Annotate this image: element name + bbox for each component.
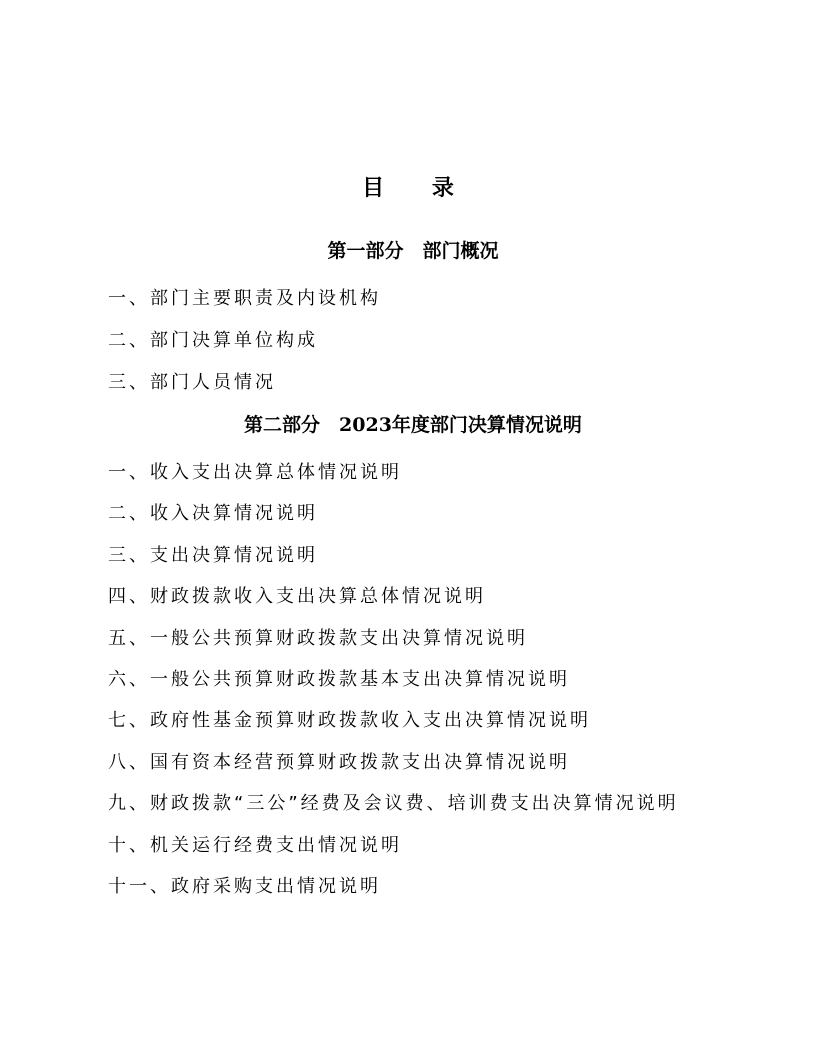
- part-2-toc-list: [108, 459, 679, 914]
- toc-entry-part2-4[interactable]: 四、财政拨款收入支出决算总体情况说明: [108, 586, 486, 608]
- toc-entry-part2-2[interactable]: 二、收入决算情况说明: [108, 503, 318, 525]
- part-1-heading: 第一部分 部门概况: [327, 240, 499, 262]
- part-1-toc-list: [108, 285, 381, 411]
- toc-entry-part1-3[interactable]: 三、部门人员情况: [108, 372, 276, 393]
- toc-entry-part1-1[interactable]: 一、部门主要职责及内设机构: [108, 288, 381, 309]
- toc-entry-part2-3[interactable]: 三、支出决算情况说明: [108, 544, 318, 566]
- toc-entry-part2-10[interactable]: 十、机关运行经费支出情况说明: [108, 834, 402, 856]
- toc-entry-part2-9[interactable]: 九、财政拨款“三公”经费及会议费、培训费支出决算情况说明: [108, 793, 679, 815]
- toc-entry-part2-8[interactable]: 八、国有资本经营预算财政拨款支出决算情况说明: [108, 751, 570, 773]
- toc-entry-part2-11[interactable]: 十一、政府采购支出情况说明: [108, 875, 381, 897]
- toc-entry-part1-2[interactable]: 二、部门决算单位构成: [108, 330, 318, 351]
- toc-entry-part2-5[interactable]: 五、一般公共预算财政拨款支出决算情况说明: [108, 627, 528, 649]
- toc-entry-part2-1[interactable]: 一、收入支出决算总体情况说明: [108, 462, 402, 483]
- toc-entry-part2-6[interactable]: 六、一般公共预算财政拨款基本支出决算情况说明: [108, 668, 570, 690]
- toc-entry-part2-7[interactable]: 七、政府性基金预算财政拨款收入支出决算情况说明: [108, 710, 591, 732]
- toc-title: 目 录: [362, 176, 474, 201]
- part-2-heading: 第二部分 2023年度部门决算情况说明: [244, 414, 582, 436]
